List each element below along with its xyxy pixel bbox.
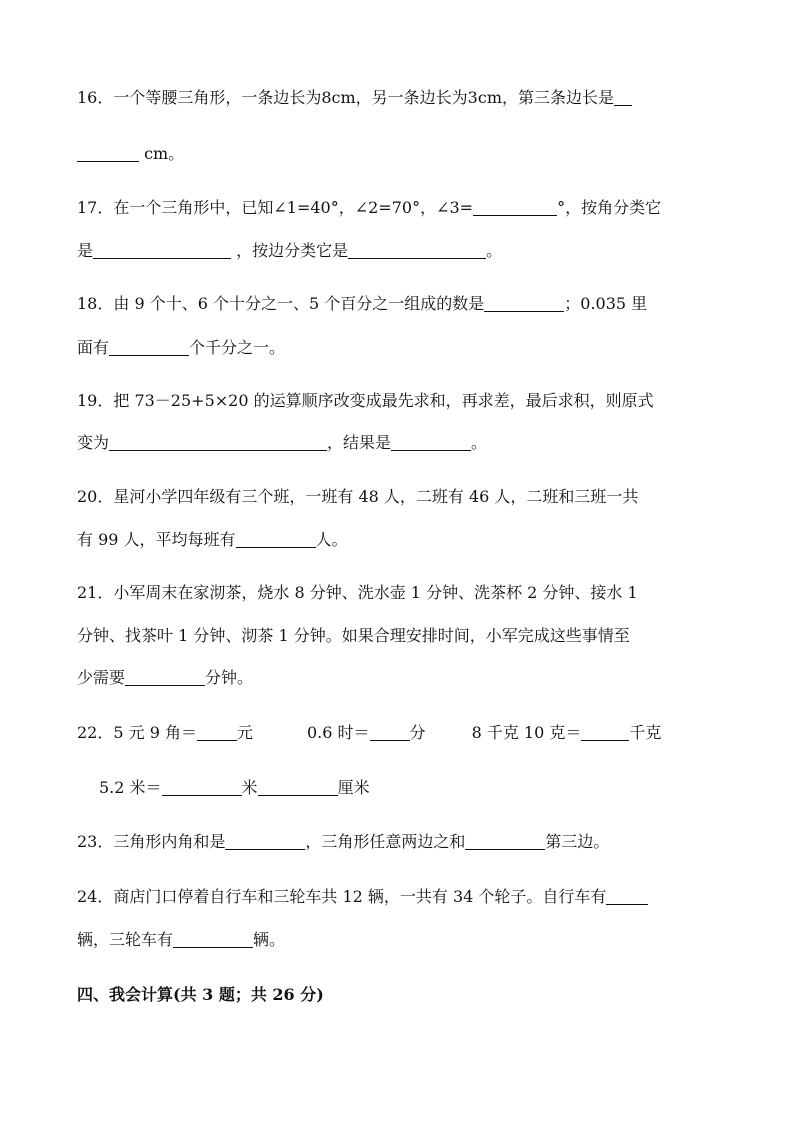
q22-blank-cm[interactable]	[258, 779, 338, 796]
q21-blank[interactable]	[125, 669, 205, 686]
q24-text-c: 辆。	[253, 930, 286, 949]
q19-line2	[77, 433, 487, 453]
q17-line1	[77, 198, 661, 218]
q16-blank[interactable]	[77, 145, 139, 162]
q19-text-c: ，结果是	[327, 433, 392, 452]
q23-blank-compare[interactable]	[465, 833, 545, 850]
q18-line1	[77, 294, 647, 314]
q22-line1	[77, 723, 661, 743]
q24-text-a: 24．商店门口停着自行车和三轮车共 12 辆，一共有 34 个轮子。自行车有	[77, 887, 607, 906]
q16-blank-part1[interactable]	[614, 89, 632, 106]
q22-text-g: 5.2 米＝	[99, 778, 162, 797]
q19-text-a: 19．把 73－25+5×20 的运算顺序改变成最先求和，再求差，最后求积，则原式	[77, 391, 654, 410]
q19-text-d: 。	[471, 433, 488, 452]
q18-text-d: 个千分之一。	[189, 338, 286, 357]
q21-line3	[77, 668, 253, 688]
q17-text-a: 17．在一个三角形中，已知∠1=40°，∠2=70°，∠3=	[77, 198, 474, 217]
q22-text-h: 米	[241, 778, 258, 797]
q22-blank-minutes[interactable]	[370, 724, 410, 741]
q18-line2	[77, 338, 285, 358]
q19-text-b: 变为	[77, 433, 110, 452]
q22-text-a: 22．5 元 9 角＝	[77, 723, 197, 742]
q18-text-b: ；0.035 里	[564, 294, 648, 313]
q18-blank-count[interactable]	[109, 339, 189, 356]
q20-text-a: 20．星河小学四年级有三个班，一班有 48 人，二班有 46 人，二班和三班一共	[77, 487, 639, 506]
q23-text-b: ，三角形任意两边之和	[305, 832, 466, 851]
q24-blank-bicycles[interactable]	[606, 888, 648, 905]
q24-blank-tricycles[interactable]	[173, 931, 253, 948]
q18-text-c: 面有	[77, 338, 110, 357]
q21-line2	[77, 626, 630, 646]
q22-text-b: 元	[236, 723, 253, 742]
q22-line2	[99, 778, 370, 798]
q22-text-f: 千克	[629, 723, 662, 742]
q17-line2	[77, 241, 502, 261]
q16-line1	[77, 88, 632, 108]
q24-line1	[77, 887, 648, 907]
q22-text-i: 厘米	[337, 778, 370, 797]
q22-blank-kg[interactable]	[581, 724, 629, 741]
q17-text-d: ，按边分类它是	[231, 241, 349, 260]
q23-text-a: 23．三角形内角和是	[77, 832, 226, 851]
q19-blank-expression[interactable]	[109, 434, 327, 451]
section-heading: 四、我会计算(共 3 题；共 26 分)	[77, 985, 324, 1004]
q19-line1	[77, 391, 654, 411]
q21-text-d: 分钟。	[205, 668, 254, 687]
q20-line1	[77, 487, 638, 507]
q21-line1	[77, 583, 638, 603]
q22-blank-meters[interactable]	[162, 779, 242, 796]
q17-blank-side-class[interactable]	[348, 242, 486, 259]
q17-blank-angle-class[interactable]	[93, 242, 231, 259]
q20-blank[interactable]	[236, 531, 316, 548]
q22-text-d: 分	[409, 723, 426, 742]
q18-text-a: 18．由 9 个十、6 个十分之一、5 个百分之一组成的数是	[77, 294, 485, 313]
q17-text-c: 是	[77, 241, 94, 260]
q17-text-e: 。	[486, 241, 503, 260]
q23-text-c: 第三边。	[545, 832, 610, 851]
q22-blank-yuan[interactable]	[197, 724, 237, 741]
q22-text-e: 8 千克 10 克＝	[471, 723, 582, 742]
q16-text: 16．一个等腰三角形，一条边长为8cm，另一条边长为3cm，第三条边长是	[77, 88, 614, 107]
q23-blank-sum[interactable]	[225, 833, 305, 850]
q24-line2	[77, 930, 285, 950]
q16-line2	[77, 144, 184, 164]
q18-blank-number[interactable]	[484, 295, 564, 312]
q17-blank-angle[interactable]	[473, 199, 557, 216]
q19-blank-result[interactable]	[391, 434, 471, 451]
q21-text-b: 分钟、找茶叶 1 分钟、沏茶 1 分钟。如果合理安排时间，小军完成这些事情至	[77, 626, 630, 645]
q16-unit: cm。	[139, 144, 185, 163]
q23-line1	[77, 832, 609, 852]
q24-text-b: 辆，三轮车有	[77, 930, 174, 949]
q20-text-c: 人。	[315, 530, 348, 549]
q20-text-b: 有 99 人，平均每班有	[77, 530, 236, 549]
q20-line2	[77, 530, 348, 550]
q22-text-c: 0.6 时＝	[307, 723, 370, 742]
q21-text-a: 21．小军周末在家沏茶，烧水 8 分钟、洗水壶 1 分钟、洗茶杯 2 分钟、接水 1	[77, 583, 638, 602]
q17-text-b: °，按角分类它	[557, 198, 662, 217]
q21-text-c: 少需要	[77, 668, 126, 687]
